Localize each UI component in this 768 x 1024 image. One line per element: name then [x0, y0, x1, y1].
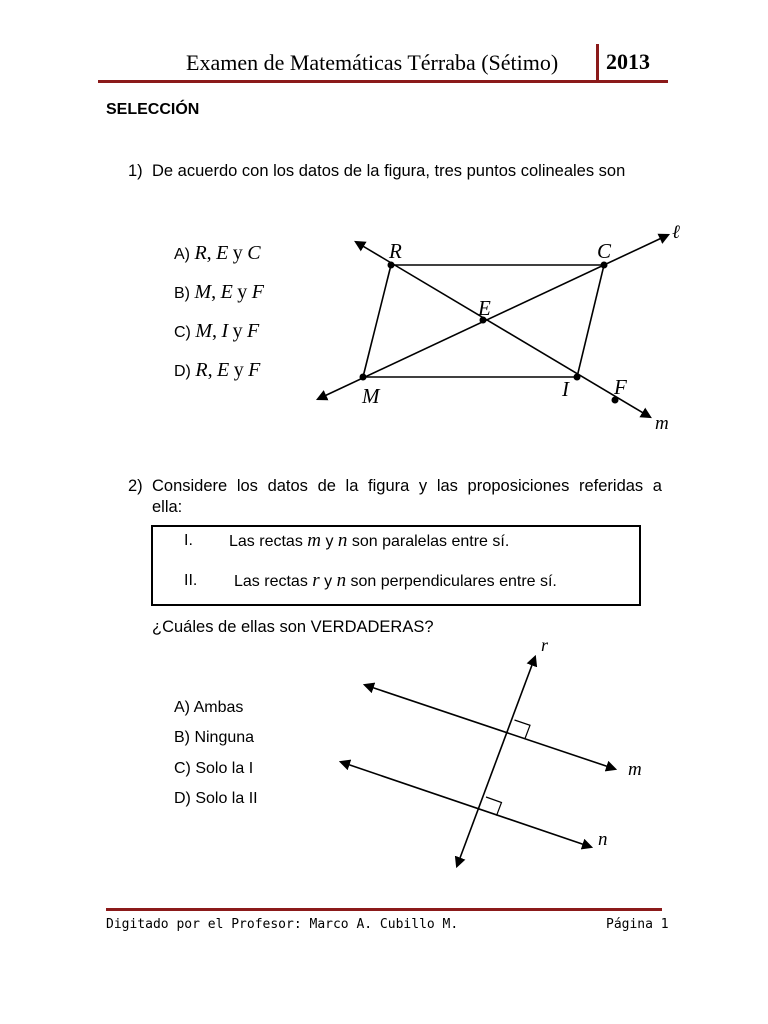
question-2-text-line2: ella: — [152, 498, 183, 516]
segment-rm — [363, 265, 391, 377]
label-e: E — [478, 296, 491, 320]
footer-rule — [106, 908, 662, 911]
question-2-text-line1: Considere los datos de la figura y las proposiciones referidas a — [152, 477, 662, 495]
point-label: I — [221, 320, 229, 342]
line-name: m — [307, 530, 321, 551]
label-n-line: n — [598, 829, 608, 850]
footer-author: Digitado por el Profesor: Marco A. Cubillo M. — [106, 917, 459, 932]
q2-option-d: D) Solo la II — [174, 790, 258, 807]
conjunction: y — [233, 359, 244, 381]
point-label: F — [251, 281, 264, 303]
proposition-1-number: I. — [184, 532, 193, 549]
proposition-1-text — [229, 530, 509, 552]
point-label: R — [194, 242, 207, 264]
point-label: F — [247, 320, 260, 342]
exam-title: Examen de Matemáticas Térraba (Sétimo) — [186, 50, 559, 75]
label-m-line: m — [628, 759, 642, 780]
point-label: R — [195, 359, 208, 381]
footer-page-number: Página 1 — [606, 917, 669, 932]
option-letter: A) — [174, 246, 190, 263]
line-r — [457, 657, 535, 866]
q2-option-c: C) Solo la I — [174, 760, 254, 777]
line-name: r — [312, 570, 320, 591]
prop-conj: y — [325, 533, 334, 550]
line-n — [341, 762, 591, 847]
option-letter: B) — [174, 285, 190, 302]
line-name: n — [336, 570, 347, 591]
prop-text: Las rectas — [229, 533, 303, 550]
point-i — [574, 374, 581, 381]
label-c: C — [597, 239, 612, 263]
exam-year: 2013 — [606, 49, 650, 74]
section-title: SELECCIÓN — [106, 101, 200, 118]
point-label: F — [248, 359, 261, 381]
q2-option-a: A) Ambas — [174, 699, 244, 716]
point-label: E — [220, 281, 233, 303]
comma: , — [211, 281, 217, 303]
label-m-point: M — [362, 384, 380, 408]
label-f: F — [614, 375, 627, 399]
point-label: M — [195, 320, 213, 342]
point-label: M — [194, 281, 212, 303]
label-i: I — [562, 377, 569, 401]
label-line-l: ℓ — [672, 222, 680, 243]
question-1-text: De acuerdo con los datos de la figura, tres puntos colineales son — [152, 162, 626, 180]
point-label: E — [217, 359, 230, 381]
q2-figure — [341, 635, 642, 866]
question-2-number: 2) — [128, 477, 143, 495]
point-label: C — [247, 242, 261, 264]
line-name: n — [337, 530, 348, 551]
comma: , — [212, 320, 218, 342]
conjunction: y — [232, 242, 243, 264]
label-r-line: r — [541, 635, 549, 655]
question-2-prompt: ¿Cuáles de ellas son VERDADERAS? — [152, 618, 434, 636]
proposition-2-text — [234, 570, 557, 592]
question-1-number: 1) — [128, 162, 143, 180]
conjunction: y — [237, 281, 248, 303]
comma: , — [206, 242, 212, 264]
prop-conj: y — [324, 573, 333, 590]
label-r: R — [389, 239, 402, 263]
label-line-m: m — [655, 413, 669, 434]
line-m2 — [365, 685, 615, 769]
segment-ci — [577, 265, 604, 377]
q2-option-b: B) Ninguna — [174, 729, 255, 746]
prop-text: Las rectas — [234, 573, 308, 590]
prop-text: son perpendiculares entre sí. — [350, 573, 557, 590]
line-m — [356, 242, 650, 417]
proposition-2-number: II. — [184, 572, 198, 589]
conjunction: y — [232, 320, 243, 342]
point-m — [360, 374, 367, 381]
point-label: E — [216, 242, 229, 264]
comma: , — [207, 359, 213, 381]
option-letter: C) — [174, 324, 191, 341]
prop-text: son paralelas entre sí. — [351, 533, 510, 550]
option-letter: D) — [174, 363, 191, 380]
